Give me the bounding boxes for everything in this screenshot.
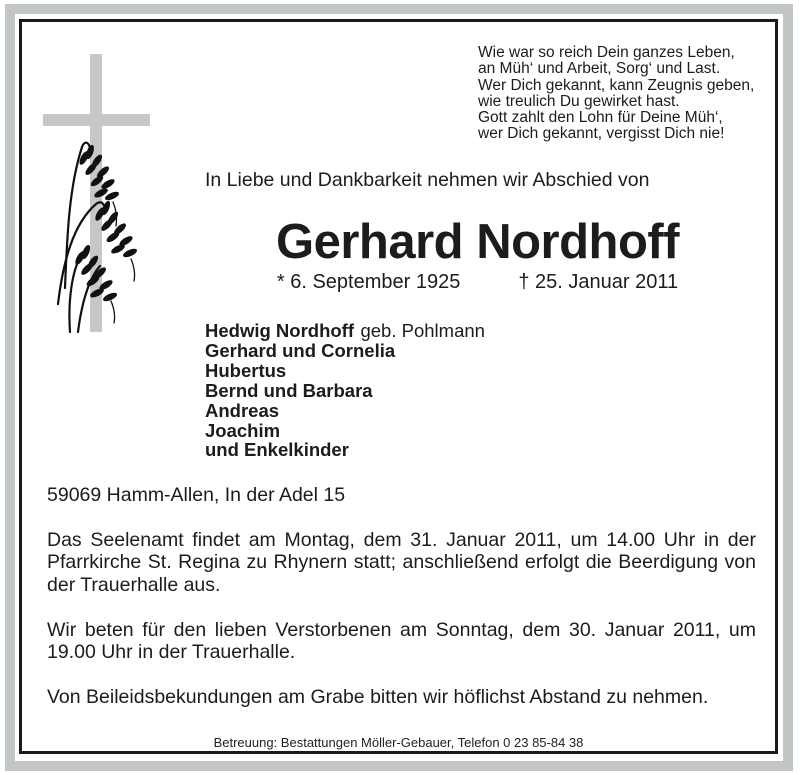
prayer-paragraph: Wir beten für den lieben Verstorbenen am Sonntag, dem 30. Januar 2011, um 19.00 Uhr in der Trauerhalle. — [47, 619, 756, 664]
death-date: † 25. Januar 2011 — [518, 271, 679, 293]
mourner-row: Gerhard und Cornelia — [205, 339, 396, 361]
poem-line: wie treulich Du gewirket hast. — [478, 92, 680, 110]
mourner-row — [205, 321, 485, 341]
poem-line: an Müh‘ und Arbeit, Sorg‘ und Last. — [478, 60, 721, 78]
birth-date: * 6. September 1925 — [276, 271, 461, 293]
address-line: 59069 Hamm-Allen, In der Adel 15 — [47, 484, 346, 506]
mourner-row: Joachim — [205, 419, 281, 441]
poem-line: Wie war so reich Dein ganzes Leben, — [478, 44, 735, 61]
mourner-row: und Enkelkinder — [205, 439, 349, 461]
life-dates — [190, 271, 765, 294]
wheat-grains — [73, 144, 138, 303]
mourners-list — [205, 321, 485, 460]
mourner-row: Bernd und Barbara — [205, 379, 373, 401]
mourner-row: Hubertus — [205, 359, 287, 381]
deceased-name: Gerhard Nordhoff — [275, 215, 680, 269]
mourner-row: Andreas — [205, 399, 280, 421]
mourner-name-suffix: geb. Pohlmann — [360, 320, 485, 341]
service-paragraph: Das Seelenamt findet am Montag, dem 31. Januar 2011, um 14.00 Uhr in der Pfarrkirche St. Regina zu Rhynern statt; anschließend erfolgt die Beerdigung von der Trauerhalle aus. — [47, 529, 756, 596]
memorial-poem — [478, 45, 754, 143]
condolence-paragraph: Von Beileidsbekundungen am Grabe bitten wir höflichst Abstand zu nehmen. — [47, 686, 709, 708]
mourner-name: Hedwig Nordhoff — [205, 320, 355, 341]
poem-line: wer Dich gekannt, vergisst Dich nie! — [478, 125, 725, 143]
poem-line: Gott zahlt den Lohn für Deine Müh‘, — [478, 109, 723, 127]
poem-line: Wer Dich gekannt, kann Zeugnis geben, — [478, 76, 755, 94]
cross-and-wheat-emblem — [40, 52, 155, 334]
intro-line: In Liebe und Dankbarkeit nehmen wir Abschied von — [205, 169, 650, 191]
funeral-home-line: Betreuung: Bestattungen Möller-Gebauer, Telefon 0 23 85-84 38 — [213, 735, 584, 750]
